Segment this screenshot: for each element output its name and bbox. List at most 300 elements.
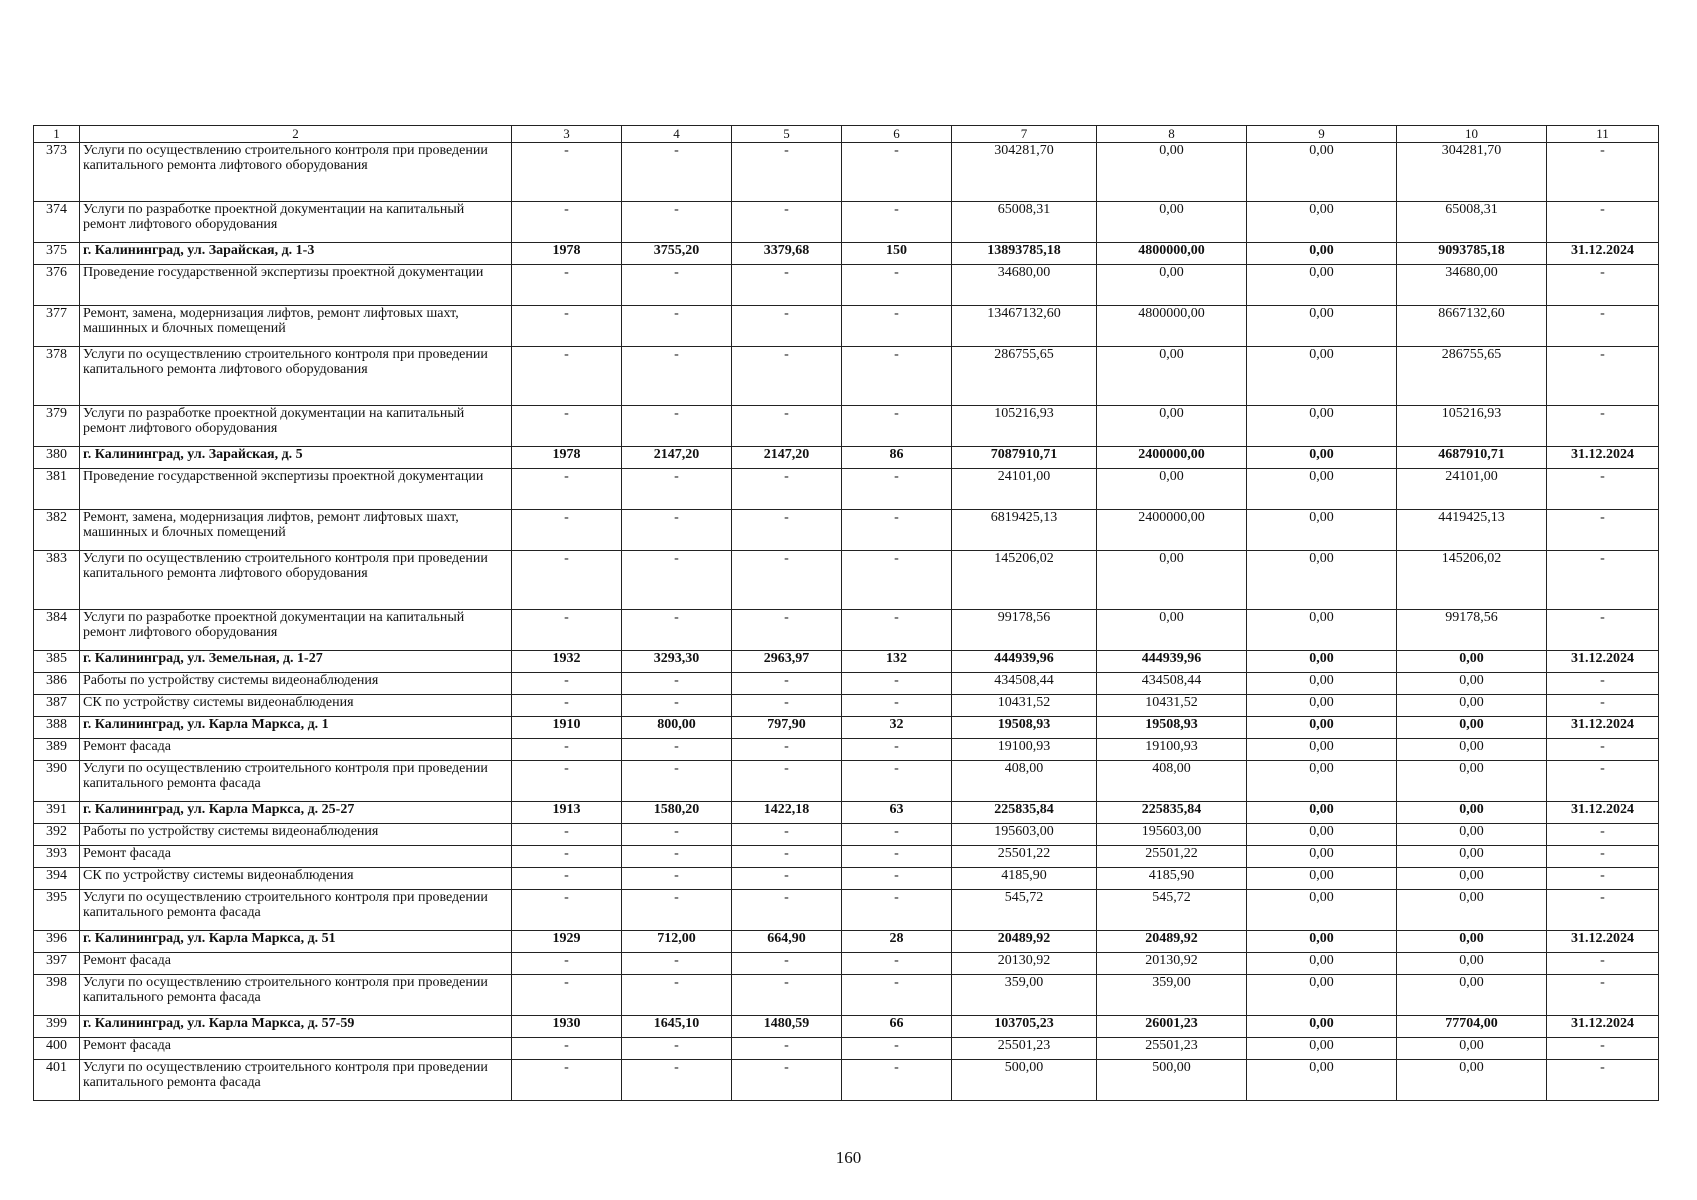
cell-col-4: - — [622, 202, 732, 243]
cell-col-9: 0,00 — [1247, 347, 1397, 406]
address-row — [34, 651, 1659, 673]
cell-col-9: 0,00 — [1247, 931, 1397, 953]
cell-col-8: 0,00 — [1097, 469, 1247, 510]
cell-col-7: 408,00 — [952, 761, 1097, 802]
table-row — [34, 551, 1659, 610]
cell-col-8: 0,00 — [1097, 610, 1247, 651]
cell-col-3: - — [512, 975, 622, 1016]
cell-col-7: 4185,90 — [952, 868, 1097, 890]
cell-col-6: - — [842, 739, 952, 761]
cell-col-9: 0,00 — [1247, 695, 1397, 717]
cell-col-8: 408,00 — [1097, 761, 1247, 802]
cell-col-6: - — [842, 202, 952, 243]
cell-col-11: - — [1547, 890, 1659, 931]
row-description: СК по устройству системы видеонаблюдения — [80, 868, 512, 890]
row-description: Ремонт фасада — [80, 739, 512, 761]
cell-col-3: - — [512, 1038, 622, 1060]
cell-col-10: 65008,31 — [1397, 202, 1547, 243]
row-number: 380 — [34, 447, 80, 469]
register-table — [33, 125, 1659, 1101]
cell-col-10: 9093785,18 — [1397, 243, 1547, 265]
row-description: Ремонт фасада — [80, 1038, 512, 1060]
cell-col-6: 28 — [842, 931, 952, 953]
cell-col-3: - — [512, 306, 622, 347]
cell-col-10: 0,00 — [1397, 846, 1547, 868]
cell-col-9: 0,00 — [1247, 469, 1397, 510]
cell-col-3: - — [512, 1060, 622, 1101]
cell-col-4: - — [622, 1060, 732, 1101]
cell-col-8: 434508,44 — [1097, 673, 1247, 695]
column-number: 11 — [1547, 126, 1659, 143]
cell-col-7: 6819425,13 — [952, 510, 1097, 551]
cell-col-8: 20130,92 — [1097, 953, 1247, 975]
cell-col-10: 304281,70 — [1397, 143, 1547, 202]
row-description: Ремонт, замена, модернизация лифтов, ремонт лифтовых шахт, машинных и блочных помещений — [80, 306, 512, 347]
address-row — [34, 447, 1659, 469]
cell-col-6: - — [842, 610, 952, 651]
row-description: Услуги по осуществлению строительного контроля при проведении капитального ремонта фасада — [80, 890, 512, 931]
cell-col-6: - — [842, 265, 952, 306]
table-row — [34, 306, 1659, 347]
cell-col-3: - — [512, 143, 622, 202]
cell-col-8: 4800000,00 — [1097, 243, 1247, 265]
address-row — [34, 717, 1659, 739]
cell-col-5: 797,90 — [732, 717, 842, 739]
cell-col-7: 13893785,18 — [952, 243, 1097, 265]
cell-col-11: - — [1547, 202, 1659, 243]
cell-col-10: 0,00 — [1397, 651, 1547, 673]
row-number: 388 — [34, 717, 80, 739]
row-number: 392 — [34, 824, 80, 846]
cell-col-7: 286755,65 — [952, 347, 1097, 406]
row-description: Проведение государственной экспертизы проектной документации — [80, 469, 512, 510]
cell-col-9: 0,00 — [1247, 1060, 1397, 1101]
cell-col-3: 1910 — [512, 717, 622, 739]
cell-col-9: 0,00 — [1247, 1016, 1397, 1038]
cell-col-11: 31.12.2024 — [1547, 931, 1659, 953]
row-number: 383 — [34, 551, 80, 610]
address-row — [34, 1016, 1659, 1038]
cell-col-7: 304281,70 — [952, 143, 1097, 202]
cell-col-9: 0,00 — [1247, 846, 1397, 868]
row-number: 382 — [34, 510, 80, 551]
table-row — [34, 202, 1659, 243]
cell-col-6: - — [842, 953, 952, 975]
cell-col-11: 31.12.2024 — [1547, 1016, 1659, 1038]
cell-col-4: - — [622, 761, 732, 802]
cell-col-5: - — [732, 306, 842, 347]
cell-col-5: - — [732, 673, 842, 695]
cell-col-9: 0,00 — [1247, 243, 1397, 265]
address-row — [34, 931, 1659, 953]
cell-col-11: - — [1547, 1060, 1659, 1101]
row-number: 398 — [34, 975, 80, 1016]
cell-col-9: 0,00 — [1247, 406, 1397, 447]
cell-col-10: 0,00 — [1397, 890, 1547, 931]
cell-col-10: 0,00 — [1397, 673, 1547, 695]
row-description: г. Калининград, ул. Карла Маркса, д. 57-59 — [80, 1016, 512, 1038]
cell-col-6: 132 — [842, 651, 952, 673]
cell-col-3: 1929 — [512, 931, 622, 953]
cell-col-5: - — [732, 695, 842, 717]
cell-col-6: 86 — [842, 447, 952, 469]
cell-col-6: - — [842, 761, 952, 802]
cell-col-9: 0,00 — [1247, 306, 1397, 347]
cell-col-11: - — [1547, 406, 1659, 447]
cell-col-3: - — [512, 610, 622, 651]
cell-col-9: 0,00 — [1247, 265, 1397, 306]
row-number: 386 — [34, 673, 80, 695]
cell-col-7: 25501,22 — [952, 846, 1097, 868]
cell-col-8: 0,00 — [1097, 551, 1247, 610]
cell-col-3: - — [512, 469, 622, 510]
cell-col-5: - — [732, 824, 842, 846]
cell-col-3: 1930 — [512, 1016, 622, 1038]
row-number: 384 — [34, 610, 80, 651]
cell-col-4: - — [622, 406, 732, 447]
cell-col-8: 0,00 — [1097, 347, 1247, 406]
cell-col-10: 0,00 — [1397, 1060, 1547, 1101]
row-description: Услуги по разработке проектной документации на капитальный ремонт лифтового оборудования — [80, 406, 512, 447]
cell-col-3: - — [512, 868, 622, 890]
row-number: 400 — [34, 1038, 80, 1060]
cell-col-3: - — [512, 673, 622, 695]
row-number: 399 — [34, 1016, 80, 1038]
cell-col-9: 0,00 — [1247, 673, 1397, 695]
cell-col-10: 4687910,71 — [1397, 447, 1547, 469]
cell-col-4: - — [622, 975, 732, 1016]
cell-col-3: - — [512, 846, 622, 868]
cell-col-8: 225835,84 — [1097, 802, 1247, 824]
cell-col-7: 103705,23 — [952, 1016, 1097, 1038]
row-description: Ремонт фасада — [80, 846, 512, 868]
cell-col-10: 0,00 — [1397, 824, 1547, 846]
cell-col-6: - — [842, 1038, 952, 1060]
cell-col-5: - — [732, 202, 842, 243]
column-number-row — [34, 126, 1659, 143]
row-number: 375 — [34, 243, 80, 265]
table-row — [34, 610, 1659, 651]
cell-col-11: - — [1547, 824, 1659, 846]
cell-col-9: 0,00 — [1247, 1038, 1397, 1060]
cell-col-11: - — [1547, 975, 1659, 1016]
cell-col-7: 10431,52 — [952, 695, 1097, 717]
table-row — [34, 868, 1659, 890]
cell-col-11: - — [1547, 610, 1659, 651]
cell-col-3: - — [512, 551, 622, 610]
cell-col-3: - — [512, 265, 622, 306]
cell-col-9: 0,00 — [1247, 761, 1397, 802]
cell-col-3: - — [512, 202, 622, 243]
column-number: 2 — [80, 126, 512, 143]
row-description: Услуги по осуществлению строительного контроля при проведении капитального ремонта лифтового оборудования — [80, 143, 512, 202]
cell-col-6: 63 — [842, 802, 952, 824]
cell-col-11: - — [1547, 868, 1659, 890]
cell-col-7: 24101,00 — [952, 469, 1097, 510]
cell-col-7: 500,00 — [952, 1060, 1097, 1101]
cell-col-11: - — [1547, 673, 1659, 695]
cell-col-8: 25501,23 — [1097, 1038, 1247, 1060]
cell-col-10: 0,00 — [1397, 761, 1547, 802]
row-number: 396 — [34, 931, 80, 953]
cell-col-8: 500,00 — [1097, 1060, 1247, 1101]
cell-col-10: 105216,93 — [1397, 406, 1547, 447]
cell-col-3: - — [512, 739, 622, 761]
row-description: Услуги по осуществлению строительного контроля при проведении капитального ремонта лифтового оборудования — [80, 347, 512, 406]
table-row — [34, 975, 1659, 1016]
cell-col-8: 26001,23 — [1097, 1016, 1247, 1038]
cell-col-5: - — [732, 846, 842, 868]
row-description: Работы по устройству системы видеонаблюдения — [80, 673, 512, 695]
cell-col-4: - — [622, 1038, 732, 1060]
cell-col-7: 65008,31 — [952, 202, 1097, 243]
table-row — [34, 673, 1659, 695]
cell-col-7: 34680,00 — [952, 265, 1097, 306]
cell-col-5: - — [732, 761, 842, 802]
cell-col-3: - — [512, 953, 622, 975]
cell-col-10: 8667132,60 — [1397, 306, 1547, 347]
cell-col-3: - — [512, 695, 622, 717]
cell-col-4: - — [622, 306, 732, 347]
table-row — [34, 824, 1659, 846]
cell-col-10: 24101,00 — [1397, 469, 1547, 510]
cell-col-5: - — [732, 739, 842, 761]
cell-col-6: - — [842, 824, 952, 846]
cell-col-5: - — [732, 1038, 842, 1060]
row-description: г. Калининград, ул. Карла Маркса, д. 25-27 — [80, 802, 512, 824]
cell-col-11: - — [1547, 551, 1659, 610]
cell-col-10: 0,00 — [1397, 953, 1547, 975]
cell-col-9: 0,00 — [1247, 143, 1397, 202]
cell-col-10: 0,00 — [1397, 1038, 1547, 1060]
cell-col-3: - — [512, 890, 622, 931]
table-row — [34, 469, 1659, 510]
row-description: Услуги по осуществлению строительного контроля при проведении капитального ремонта фасада — [80, 1060, 512, 1101]
cell-col-8: 20489,92 — [1097, 931, 1247, 953]
column-number: 6 — [842, 126, 952, 143]
cell-col-5: - — [732, 143, 842, 202]
cell-col-4: 712,00 — [622, 931, 732, 953]
cell-col-6: - — [842, 1060, 952, 1101]
cell-col-11: - — [1547, 846, 1659, 868]
row-description: Услуги по осуществлению строительного контроля при проведении капитального ремонта лифтового оборудования — [80, 551, 512, 610]
row-number: 395 — [34, 890, 80, 931]
cell-col-7: 195603,00 — [952, 824, 1097, 846]
cell-col-4: 1580,20 — [622, 802, 732, 824]
row-description: Ремонт, замена, модернизация лифтов, ремонт лифтовых шахт, машинных и блочных помещений — [80, 510, 512, 551]
row-number: 377 — [34, 306, 80, 347]
cell-col-9: 0,00 — [1247, 202, 1397, 243]
column-number: 3 — [512, 126, 622, 143]
cell-col-4: - — [622, 610, 732, 651]
cell-col-8: 19508,93 — [1097, 717, 1247, 739]
cell-col-8: 444939,96 — [1097, 651, 1247, 673]
cell-col-8: 4800000,00 — [1097, 306, 1247, 347]
cell-col-5: 1480,59 — [732, 1016, 842, 1038]
cell-col-8: 0,00 — [1097, 265, 1247, 306]
cell-col-5: - — [732, 551, 842, 610]
page-number: 160 — [835, 1148, 862, 1167]
cell-col-4: - — [622, 890, 732, 931]
cell-col-4: 1645,10 — [622, 1016, 732, 1038]
row-description: Проведение государственной экспертизы проектной документации — [80, 265, 512, 306]
cell-col-6: 32 — [842, 717, 952, 739]
cell-col-11: 31.12.2024 — [1547, 243, 1659, 265]
cell-col-11: - — [1547, 510, 1659, 551]
cell-col-11: - — [1547, 265, 1659, 306]
cell-col-7: 19100,93 — [952, 739, 1097, 761]
cell-col-11: 31.12.2024 — [1547, 802, 1659, 824]
row-description: Услуги по осуществлению строительного контроля при проведении капитального ремонта фасада — [80, 975, 512, 1016]
cell-col-9: 0,00 — [1247, 890, 1397, 931]
cell-col-9: 0,00 — [1247, 802, 1397, 824]
column-number: 5 — [732, 126, 842, 143]
cell-col-10: 0,00 — [1397, 717, 1547, 739]
cell-col-4: - — [622, 953, 732, 975]
cell-col-7: 13467132,60 — [952, 306, 1097, 347]
cell-col-3: 1932 — [512, 651, 622, 673]
cell-col-8: 0,00 — [1097, 202, 1247, 243]
cell-col-9: 0,00 — [1247, 975, 1397, 1016]
cell-col-9: 0,00 — [1247, 651, 1397, 673]
cell-col-7: 25501,23 — [952, 1038, 1097, 1060]
cell-col-8: 0,00 — [1097, 143, 1247, 202]
cell-col-6: - — [842, 406, 952, 447]
cell-col-3: - — [512, 510, 622, 551]
cell-col-10: 99178,56 — [1397, 610, 1547, 651]
row-number: 393 — [34, 846, 80, 868]
cell-col-6: - — [842, 890, 952, 931]
table-row — [34, 406, 1659, 447]
cell-col-4: - — [622, 868, 732, 890]
cell-col-7: 359,00 — [952, 975, 1097, 1016]
table-row — [34, 265, 1659, 306]
cell-col-8: 545,72 — [1097, 890, 1247, 931]
cell-col-10: 0,00 — [1397, 931, 1547, 953]
cell-col-11: 31.12.2024 — [1547, 717, 1659, 739]
column-number: 8 — [1097, 126, 1247, 143]
cell-col-5: - — [732, 406, 842, 447]
column-number: 7 — [952, 126, 1097, 143]
cell-col-4: - — [622, 265, 732, 306]
cell-col-5: 2963,97 — [732, 651, 842, 673]
cell-col-10: 34680,00 — [1397, 265, 1547, 306]
address-row — [34, 802, 1659, 824]
cell-col-5: - — [732, 510, 842, 551]
cell-col-4: - — [622, 347, 732, 406]
cell-col-4: - — [622, 510, 732, 551]
cell-col-4: 800,00 — [622, 717, 732, 739]
cell-col-4: - — [622, 143, 732, 202]
cell-col-6: - — [842, 975, 952, 1016]
cell-col-4: 3755,20 — [622, 243, 732, 265]
cell-col-10: 145206,02 — [1397, 551, 1547, 610]
cell-col-8: 195603,00 — [1097, 824, 1247, 846]
cell-col-10: 0,00 — [1397, 868, 1547, 890]
cell-col-5: - — [732, 265, 842, 306]
row-description: г. Калининград, ул. Карла Маркса, д. 51 — [80, 931, 512, 953]
table-row — [34, 1060, 1659, 1101]
cell-col-9: 0,00 — [1247, 824, 1397, 846]
cell-col-7: 19508,93 — [952, 717, 1097, 739]
cell-col-6: - — [842, 306, 952, 347]
cell-col-9: 0,00 — [1247, 610, 1397, 651]
table-row — [34, 695, 1659, 717]
cell-col-9: 0,00 — [1247, 551, 1397, 610]
cell-col-5: - — [732, 347, 842, 406]
cell-col-11: - — [1547, 347, 1659, 406]
table-row — [34, 890, 1659, 931]
cell-col-7: 434508,44 — [952, 673, 1097, 695]
row-description: Ремонт фасада — [80, 953, 512, 975]
row-description: Работы по устройству системы видеонаблюдения — [80, 824, 512, 846]
cell-col-5: - — [732, 953, 842, 975]
cell-col-6: - — [842, 868, 952, 890]
cell-col-11: - — [1547, 953, 1659, 975]
cell-col-7: 545,72 — [952, 890, 1097, 931]
cell-col-9: 0,00 — [1247, 739, 1397, 761]
row-description: г. Калининград, ул. Зарайская, д. 1-3 — [80, 243, 512, 265]
cell-col-11: - — [1547, 739, 1659, 761]
cell-col-3: - — [512, 406, 622, 447]
column-number: 10 — [1397, 126, 1547, 143]
cell-col-7: 145206,02 — [952, 551, 1097, 610]
cell-col-4: - — [622, 739, 732, 761]
cell-col-10: 0,00 — [1397, 975, 1547, 1016]
cell-col-5: 3379,68 — [732, 243, 842, 265]
cell-col-9: 0,00 — [1247, 447, 1397, 469]
row-number: 397 — [34, 953, 80, 975]
row-description: СК по устройству системы видеонаблюдения — [80, 695, 512, 717]
cell-col-3: 1978 — [512, 447, 622, 469]
cell-col-6: - — [842, 143, 952, 202]
cell-col-5: - — [732, 975, 842, 1016]
row-description: г. Калининград, ул. Зарайская, д. 5 — [80, 447, 512, 469]
cell-col-8: 4185,90 — [1097, 868, 1247, 890]
cell-col-5: - — [732, 610, 842, 651]
cell-col-4: - — [622, 695, 732, 717]
cell-col-7: 20489,92 — [952, 931, 1097, 953]
cell-col-11: 31.12.2024 — [1547, 447, 1659, 469]
cell-col-5: - — [732, 1060, 842, 1101]
row-number: 394 — [34, 868, 80, 890]
row-number: 385 — [34, 651, 80, 673]
cell-col-11: - — [1547, 469, 1659, 510]
table-row — [34, 739, 1659, 761]
column-number: 4 — [622, 126, 732, 143]
cell-col-11: 31.12.2024 — [1547, 651, 1659, 673]
cell-col-8: 19100,93 — [1097, 739, 1247, 761]
cell-col-7: 7087910,71 — [952, 447, 1097, 469]
row-number: 374 — [34, 202, 80, 243]
table-row — [34, 953, 1659, 975]
cell-col-11: - — [1547, 695, 1659, 717]
table-row — [34, 143, 1659, 202]
cell-col-6: - — [842, 347, 952, 406]
cell-col-3: 1978 — [512, 243, 622, 265]
cell-col-9: 0,00 — [1247, 510, 1397, 551]
cell-col-4: 2147,20 — [622, 447, 732, 469]
row-number: 387 — [34, 695, 80, 717]
cell-col-5: - — [732, 469, 842, 510]
cell-col-4: - — [622, 673, 732, 695]
cell-col-8: 2400000,00 — [1097, 447, 1247, 469]
row-number: 379 — [34, 406, 80, 447]
row-number: 391 — [34, 802, 80, 824]
cell-col-5: 1422,18 — [732, 802, 842, 824]
cell-col-3: 1913 — [512, 802, 622, 824]
table-row — [34, 761, 1659, 802]
